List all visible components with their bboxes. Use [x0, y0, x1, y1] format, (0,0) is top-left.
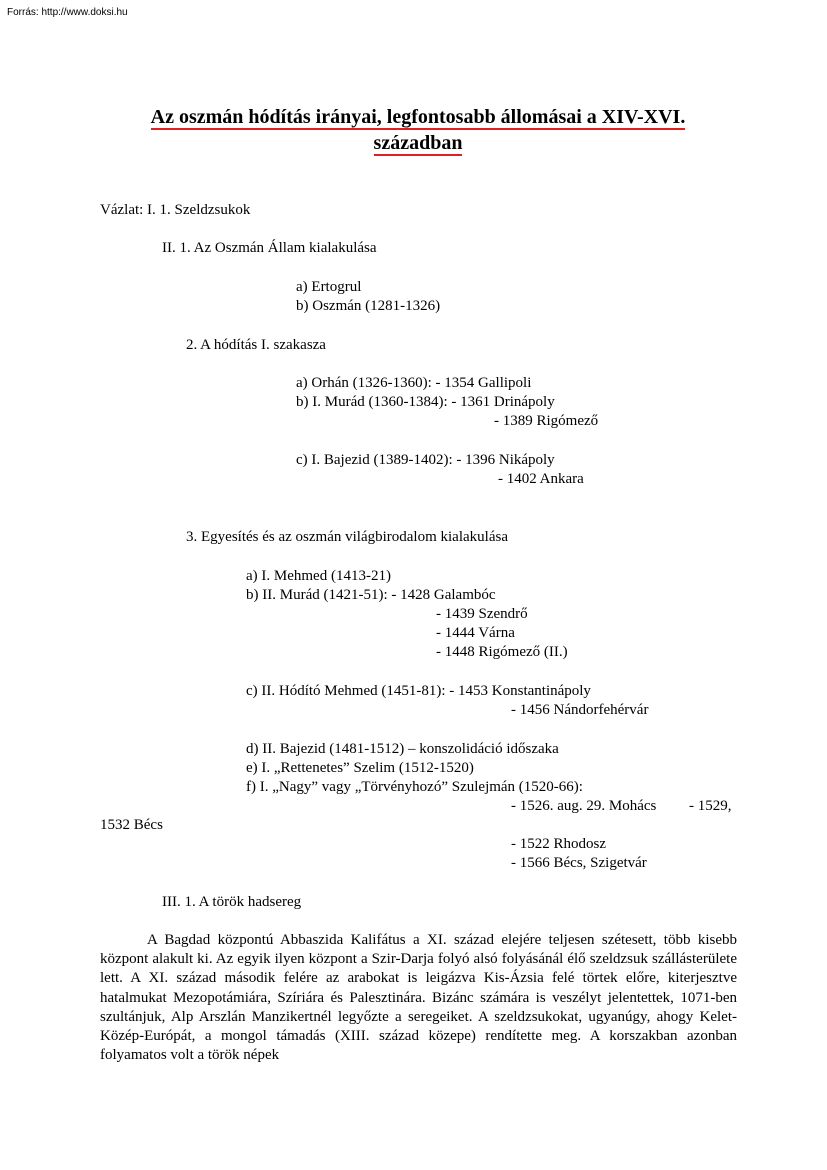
outline-line: - 1389 Rigómező — [494, 413, 599, 429]
source-label: Forrás: http://www.doksi.hu — [7, 7, 128, 18]
outline-line: a) I. Mehmed (1413-21) — [246, 568, 391, 584]
outline-line: - 1566 Bécs, Szigetvár — [511, 855, 647, 871]
outline-line: d) II. Bajezid (1481-1512) – konszolidáció időszaka — [246, 741, 559, 757]
outline-line: c) II. Hódító Mehmed (1451-81): - 1453 Konstantinápoly — [246, 683, 591, 699]
outline-line: f) I. „Nagy” vagy „Törvényhozó” Szulejmán (1520-66): — [246, 779, 583, 795]
outline-line: b) Oszmán (1281-1326) — [296, 298, 441, 314]
outline-line: 2. A hódítás I. szakasza — [186, 337, 326, 353]
outline-line: - 1444 Várna — [436, 625, 515, 641]
outline-line: - 1522 Rhodosz — [511, 836, 606, 852]
outline-line: e) I. „Rettenetes” Szelim (1512-1520) — [246, 760, 474, 776]
outline-line: 3. Egyesítés és az oszmán világbirodalom kialakulása — [186, 529, 508, 545]
body-paragraph: A Bagdad központú Abbaszida Kalifátus a XI. század elejére teljesen szétesett, több kisebb központ alakult ki. Az egyik ilyen központ a Szir-Darja folyó alsó folyásánál élő szeldzsuk szállásterülete lett. A XI. század második felére az arabokat is leigázva Kis-Ázsia felé törtek előre, kiterjesztve hatalmukat Mezopotámiára, Szíriára és Palesztinára. Bizánc számára is veszélyt jelentettek, 1071-ben szultánjuk, Alp Arszlán Manzikertnél legyőzte a seregeiket. A szeldzsukokat, ugyanúgy, ahogy Kelet-Közép-Európát, a mongol támadás (XIII. század közepe) rendítette meg. A korszakban azonban folyamatos volt a török népek — [100, 932, 737, 1064]
outline-line: Vázlat: I. 1. Szeldzsukok — [100, 202, 251, 218]
outline-line: a) Ertogrul — [296, 279, 362, 295]
outline-line: b) II. Murád (1421-51): - 1428 Galambóc — [246, 587, 496, 603]
outline-line: - 1456 Nándorfehérvár — [511, 702, 649, 718]
title-line-1: Az oszmán hódítás irányai, legfontosabb állomásai a XIV-XVI. — [150, 106, 686, 128]
outline-line: b) I. Murád (1360-1384): - 1361 Drinápoly — [296, 394, 555, 410]
outline-line: - 1402 Ankara — [498, 471, 584, 487]
outline-line: - 1526. aug. 29. Mohács — [511, 798, 657, 814]
outline-line: 1532 Bécs — [100, 817, 163, 833]
outline-line: II. 1. Az Oszmán Állam kialakulása — [162, 240, 377, 256]
outline-line: - 1529, — [689, 798, 732, 814]
outline-line: c) I. Bajezid (1389-1402): - 1396 Nikápoly — [296, 452, 555, 468]
title-line-2: században — [373, 132, 463, 154]
outline-line: a) Orhán (1326-1360): - 1354 Gallipoli — [296, 375, 532, 391]
outline-line: - 1448 Rigómező (II.) — [436, 644, 568, 660]
page-title — [100, 104, 736, 156]
outline-line: - 1439 Szendrő — [436, 606, 528, 622]
outline-line: III. 1. A török hadsereg — [162, 894, 302, 910]
